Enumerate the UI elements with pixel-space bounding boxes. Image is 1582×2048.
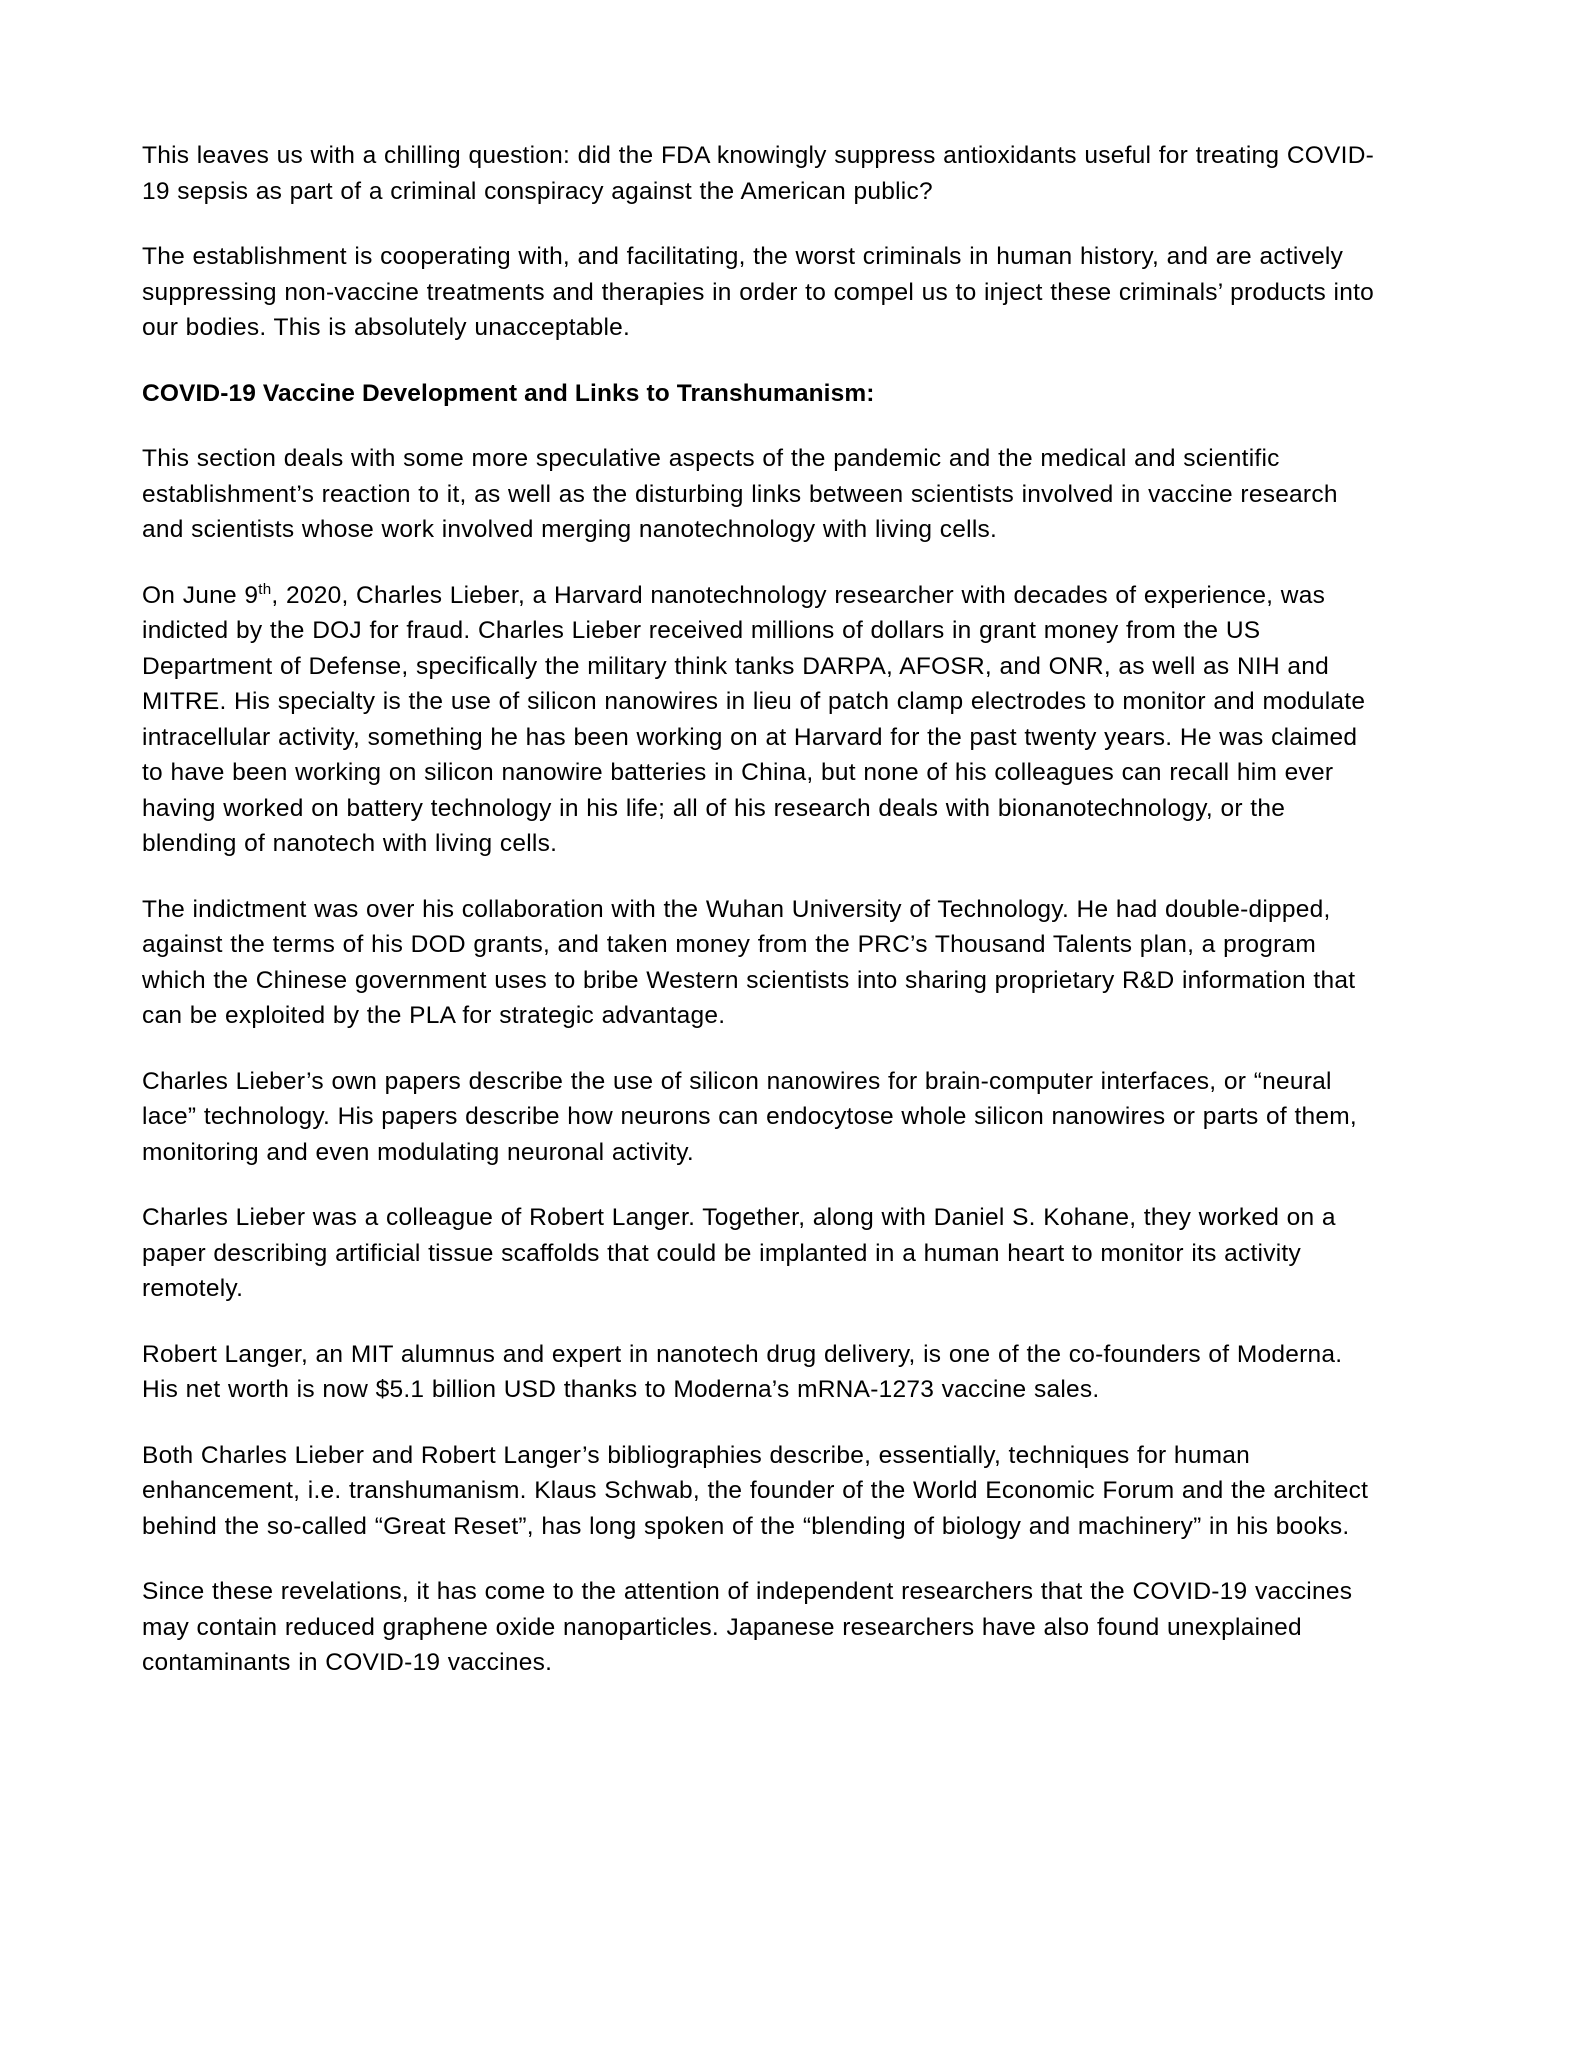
paragraph-charles-lieber-indictment <box>142 578 1377 862</box>
paragraph-text-after-ordinal: , 2020, Charles Lieber, a Harvard nanotechnology researcher with decades of experience, was indicted by the DOJ for fraud. Charles Lieber received millions of dollars in grant money from the US Department of Defense, specifically the military think tanks DARPA, AFOSR, and ONR, as well as NIH and MITRE. His specialty is the use of silicon nanowires in lieu of patch clamp electrodes to monitor and modulate intracellular activity, something he has been working on at Harvard for the past twenty years. He was claimed to have been working on silicon nanowire batteries in China, but none of his colleagues can recall him ever having worked on battery technology in his life; all of his research deals with bionanotechnology, or the blending of nanotech with living cells. <box>142 581 1366 857</box>
paragraph-robert-langer-moderna: Robert Langer, an MIT alumnus and expert in nanotech drug delivery, is one of the co-founders of Moderna. His net worth is now $5.1 billion USD thanks to Moderna’s mRNA-1273 vaccine sales. <box>142 1340 1343 1403</box>
paragraph-text-before-ordinal: On June 9 <box>142 581 259 609</box>
paragraph-establishment-cooperating: The establishment is cooperating with, and facilitating, the worst criminals in human history, and are actively suppressing non-vaccine treatments and therapies in order to compel us to inject these criminals’ products into our bodies. This is absolutely unacceptable. <box>142 243 1375 341</box>
document-body <box>142 138 1377 1681</box>
paragraph-kohane-tissue-scaffolds: Charles Lieber was a colleague of Robert Langer. Together, along with Daniel S. Kohane, they worked on a paper describing artificial tissue scaffolds that could be implanted in a human heart to monitor its activity remotely. <box>142 1204 1336 1302</box>
ordinal-suffix-th: th <box>258 580 272 598</box>
paragraph-klaus-schwab-great-reset: Both Charles Lieber and Robert Langer’s bibliographies describe, essentially, techniques for human enhancement, i.e. transhumanism. Klaus Schwab, the founder of the World Economic Forum and the architect behind the so-called “Great Reset”, has long spoken of the “blending of biology and machinery” in his books. <box>142 1441 1369 1540</box>
paragraph-section-intro: This section deals with some more speculative aspects of the pandemic and the medical and scientific establishment’s reaction to it, as well as the disturbing links between scientists involved in vaccine research and scientists whose work involved merging nanotechnology with living cells. <box>142 445 1338 543</box>
paragraph-neural-lace-papers: Charles Lieber’s own papers describe the use of silicon nanowires for brain-computer interfaces, or “neural lace” technology. His papers describe how neurons can endocytose whole silicon nanowires or parts of them, monitoring and even modulating neuronal activity. <box>142 1067 1357 1166</box>
paragraph-wuhan-university-collaboration: The indictment was over his collaboration with the Wuhan University of Technology. He had double-dipped, against the terms of his DOD grants, and taken money from the PRC’s Thousand Talents plan, a program which the Chinese government uses to bribe Western scientists into sharing proprietary R&D information that can be exploited by the PLA for strategic advantage. <box>142 895 1356 1029</box>
paragraph-graphene-oxide-contaminants: Since these revelations, it has come to the attention of independent researchers that the COVID-19 vaccines may contain reduced graphene oxide nanoparticles. Japanese researchers have also found unexplained contaminants in COVID-19 vaccines. <box>142 1578 1353 1676</box>
section-heading-vaccine-development-transhumanism: COVID-19 Vaccine Development and Links to Transhumanism: <box>142 379 875 407</box>
paragraph-chilling-question: This leaves us with a chilling question: did the FDA knowingly suppress antioxidants useful for treating COVID-19 sepsis as part of a criminal conspiracy against the American public? <box>142 142 1375 205</box>
